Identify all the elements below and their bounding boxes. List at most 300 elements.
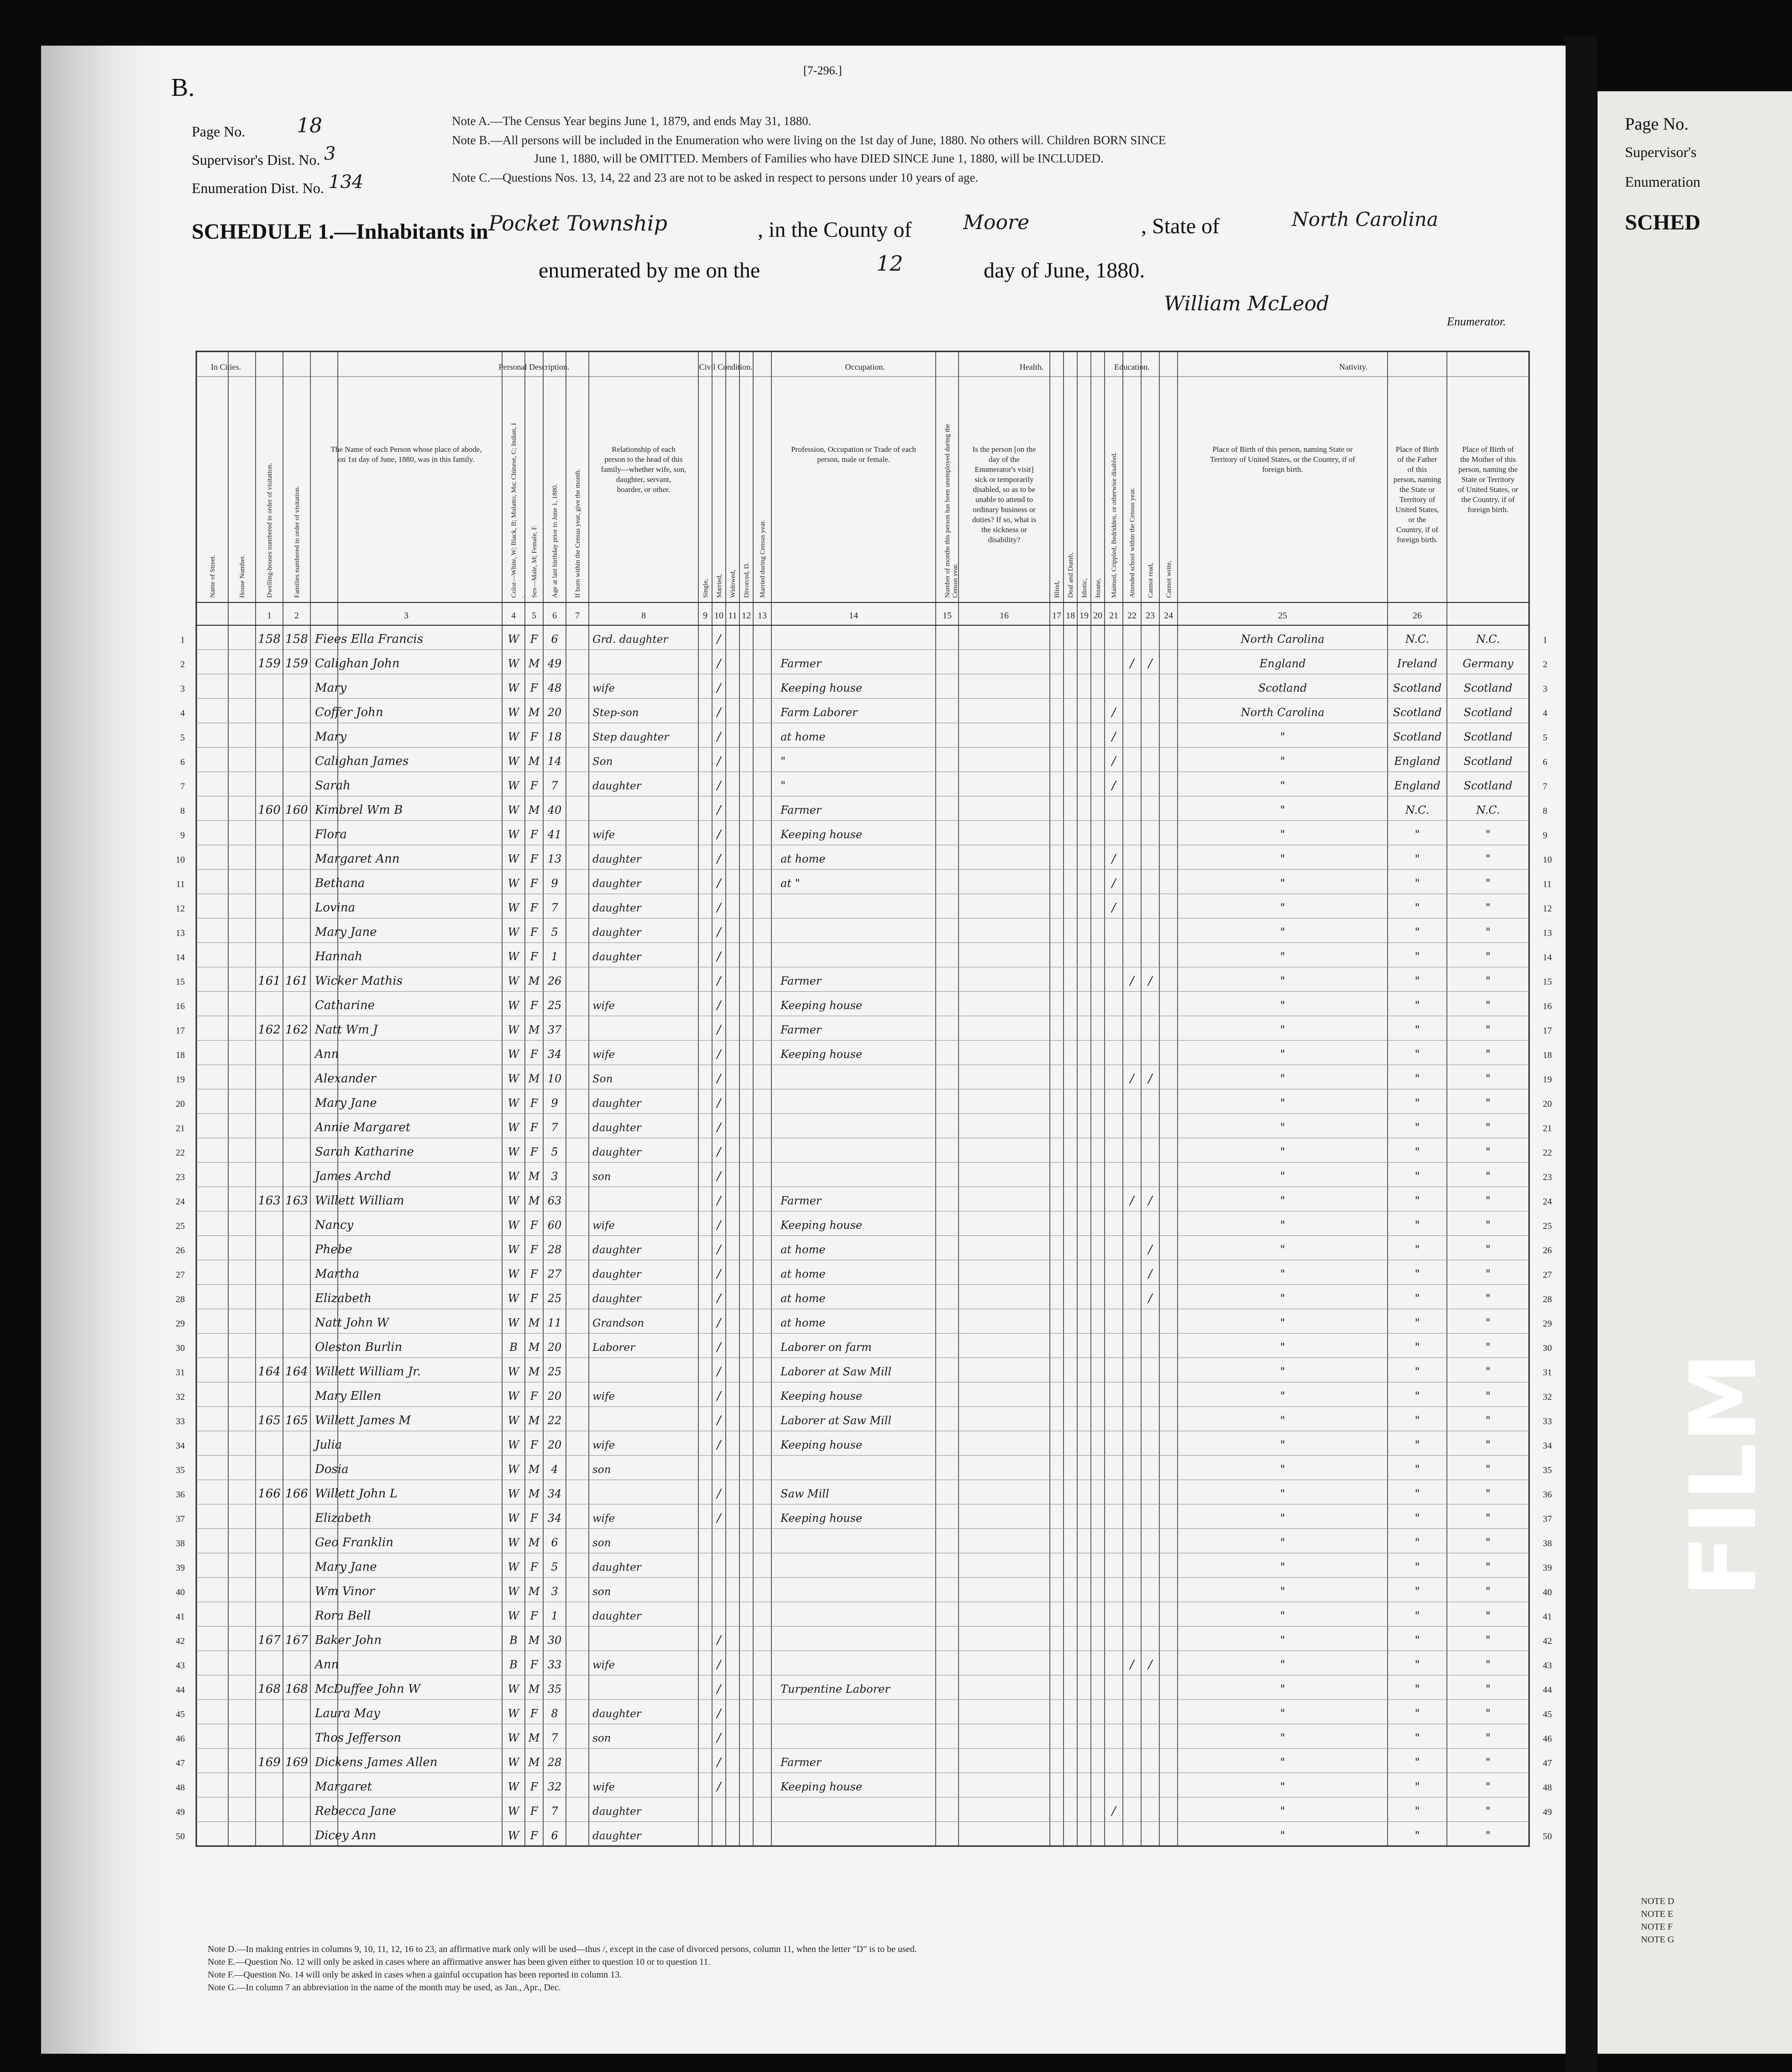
form-number: [7-296.] — [803, 64, 842, 77]
row-number: 8 — [180, 806, 185, 816]
birthplace: " — [1280, 1512, 1285, 1525]
person-name: Willett John L — [315, 1487, 398, 1501]
birthplace: " — [1280, 1732, 1285, 1745]
age: 26 — [547, 974, 562, 988]
column-header: duties? If so, what is — [972, 515, 1037, 524]
person-name: Alexander — [315, 1072, 376, 1086]
father-birthplace: " — [1415, 1439, 1420, 1452]
column-number: 6 — [552, 611, 557, 621]
family-number: 167 — [285, 1633, 308, 1648]
occupation: at home — [781, 730, 826, 743]
column-number: 24 — [1164, 611, 1173, 621]
relationship: wife — [592, 1781, 615, 1794]
occupation: " — [781, 755, 786, 768]
row-number-right: 42 — [1543, 1636, 1552, 1647]
occupation: at home — [781, 1243, 826, 1256]
color-code: W — [508, 1023, 519, 1036]
occupation: at home — [781, 1292, 826, 1305]
row-number-right: 7 — [1543, 781, 1547, 792]
column-header: disability? — [988, 535, 1021, 544]
row-number: 26 — [176, 1245, 185, 1256]
occupation: at " — [781, 877, 800, 890]
birthplace: " — [1280, 755, 1285, 768]
column-header: unable to attend to — [975, 495, 1033, 504]
cannot-read-mark: / — [1130, 657, 1134, 671]
father-birthplace: N.C. — [1405, 804, 1430, 817]
row-number-right: 34 — [1543, 1441, 1552, 1451]
row-number-right: 47 — [1543, 1758, 1552, 1769]
row-number-right: 43 — [1543, 1660, 1552, 1671]
column-number: 5 — [532, 611, 536, 621]
dwelling-number: 168 — [258, 1682, 281, 1696]
civil-mark: / — [717, 876, 721, 890]
age: 20 — [547, 706, 562, 719]
row-number: 35 — [176, 1465, 185, 1476]
age: 34 — [547, 1512, 562, 1525]
relationship: wife — [592, 1439, 615, 1452]
sex-code: M — [528, 1585, 540, 1598]
school-mark: / — [1111, 876, 1116, 890]
column-header: Deaf and Dumb, — [1067, 552, 1074, 598]
column-header: foreign birth. — [1397, 535, 1438, 544]
color-code: W — [508, 1463, 519, 1476]
group-header-education: Education. — [1114, 362, 1150, 371]
birthplace: " — [1280, 1341, 1285, 1354]
age: 34 — [547, 1048, 562, 1061]
row-number-right: 10 — [1543, 855, 1552, 865]
mother-birthplace: " — [1485, 1707, 1491, 1720]
row-number: 1 — [180, 635, 185, 645]
column-header: Idiotic, — [1081, 578, 1088, 598]
age: 14 — [547, 755, 562, 768]
column-header: Color—White, W; Black, B; Mulatto, Mu; Chinese, C; Indian, I — [510, 423, 518, 598]
mother-birthplace: " — [1485, 1365, 1491, 1378]
cannot-write-mark: / — [1148, 1194, 1153, 1208]
color-code: B — [509, 1634, 518, 1647]
mother-birthplace: " — [1485, 1267, 1491, 1281]
relationship: son — [592, 1732, 611, 1745]
column-number: 13 — [758, 611, 767, 621]
person-name: Thos Jefferson — [315, 1731, 402, 1745]
cannot-write-mark: / — [1148, 974, 1153, 988]
color-code: W — [508, 828, 519, 841]
column-header: Place of Birth of — [1462, 445, 1514, 454]
occupation: at home — [781, 1316, 826, 1329]
row-number: 3 — [180, 684, 185, 694]
birthplace: " — [1280, 1463, 1285, 1476]
mother-birthplace: " — [1485, 999, 1491, 1012]
relationship: daughter — [592, 1293, 641, 1305]
relationship: daughter — [592, 1805, 641, 1818]
relationship: son — [592, 1537, 611, 1549]
age: 7 — [551, 901, 558, 915]
column-number: 19 — [1079, 611, 1089, 621]
person-name: Fiees Ella Francis — [315, 632, 424, 646]
row-number-right: 25 — [1543, 1221, 1552, 1231]
enum-lead: enumerated by me on the — [539, 258, 760, 283]
mother-birthplace: " — [1485, 1805, 1491, 1818]
column-number: 2 — [294, 611, 299, 621]
adjacent-page-label: Page No. — [1625, 115, 1689, 134]
color-code: W — [508, 755, 519, 768]
column-number: 12 — [742, 611, 751, 621]
person-name: Mary — [315, 730, 347, 744]
color-code: W — [508, 1829, 519, 1842]
birthplace: " — [1280, 1048, 1285, 1061]
father-birthplace: England — [1394, 755, 1441, 768]
row-number: 36 — [176, 1490, 185, 1500]
age: 35 — [547, 1683, 562, 1696]
row-number-right: 18 — [1543, 1050, 1552, 1061]
relationship: son — [592, 1586, 611, 1598]
color-code: W — [508, 1243, 519, 1256]
row-number-right: 27 — [1543, 1270, 1552, 1280]
column-header: House Number. — [239, 555, 246, 598]
father-birthplace: " — [1415, 901, 1420, 915]
sex-code: M — [528, 1536, 540, 1549]
mother-birthplace: Germany — [1462, 657, 1514, 670]
age: 32 — [547, 1780, 562, 1794]
person-name: Baker John — [315, 1633, 382, 1648]
relationship: daughter — [592, 1244, 641, 1256]
birthplace: " — [1280, 1243, 1285, 1256]
person-name: Mary Jane — [315, 925, 377, 939]
row-number: 34 — [176, 1441, 185, 1451]
cannot-write-mark: / — [1148, 1267, 1153, 1281]
color-code: W — [508, 1780, 519, 1794]
person-name: Wicker Mathis — [315, 974, 403, 988]
family-number: 165 — [285, 1413, 308, 1428]
civil-mark: / — [717, 1072, 721, 1086]
mother-birthplace: " — [1485, 1048, 1491, 1061]
mother-birthplace: " — [1485, 1487, 1491, 1501]
civil-mark: / — [717, 901, 721, 915]
column-header: Name of Street. — [209, 555, 216, 598]
birthplace: " — [1280, 853, 1285, 866]
relationship: Step daughter — [592, 731, 669, 743]
dwelling-number: 159 — [258, 657, 281, 671]
schedule-place: Pocket Township — [488, 211, 667, 235]
dwelling-number: 165 — [258, 1413, 281, 1428]
column-number: 4 — [511, 611, 516, 621]
family-number: 164 — [285, 1365, 308, 1379]
person-name: Mary Jane — [315, 1096, 377, 1110]
person-name: Martha — [315, 1267, 360, 1281]
color-code: W — [508, 1316, 519, 1329]
sex-code: F — [530, 950, 538, 963]
birthplace: " — [1280, 1292, 1285, 1305]
birthplace: " — [1280, 1316, 1285, 1329]
occupation: Keeping house — [781, 1219, 863, 1232]
census-grid — [41, 46, 1566, 2054]
mother-birthplace: Scotland — [1463, 755, 1513, 768]
civil-mark: / — [717, 681, 721, 695]
father-birthplace: " — [1415, 1487, 1420, 1501]
color-code: W — [508, 1097, 519, 1110]
column-header: of the Father — [1397, 455, 1437, 464]
column-header: the State or — [1399, 485, 1435, 494]
occupation: Laborer at Saw Mill — [781, 1365, 891, 1378]
sex-code: M — [528, 1072, 540, 1085]
mother-birthplace: " — [1485, 1756, 1491, 1769]
age: 20 — [547, 1341, 562, 1354]
civil-mark: / — [717, 999, 721, 1013]
age: 41 — [547, 828, 562, 841]
age: 7 — [551, 779, 558, 792]
row-number: 17 — [176, 1026, 185, 1036]
father-birthplace: " — [1415, 1463, 1420, 1476]
color-code: W — [508, 1121, 519, 1134]
table-frame — [196, 351, 1529, 1846]
person-name: Lovina — [315, 901, 356, 915]
occupation: Farmer — [781, 974, 822, 988]
father-birthplace: " — [1415, 1146, 1420, 1159]
person-name: Margaret — [315, 1780, 372, 1794]
color-code: W — [508, 1292, 519, 1305]
sex-code: F — [530, 999, 538, 1012]
column-header: on 1st day of June, 1880, was in this family. — [338, 455, 475, 464]
person-name: Bethana — [315, 876, 365, 890]
sex-code: M — [528, 1487, 540, 1501]
occupation: Keeping house — [781, 1512, 863, 1525]
birthplace: North Carolina — [1241, 633, 1325, 646]
civil-mark: / — [717, 1243, 721, 1257]
column-header: Cannot read, — [1147, 563, 1154, 598]
dwelling-number: 161 — [258, 974, 281, 988]
occupation: at home — [781, 853, 826, 866]
father-birthplace: " — [1415, 1365, 1420, 1378]
page-label: Page No. — [192, 123, 246, 140]
row-number-right: 44 — [1543, 1685, 1552, 1695]
row-number: 49 — [176, 1807, 185, 1817]
mother-birthplace: " — [1485, 1683, 1491, 1696]
column-number: 22 — [1127, 611, 1137, 621]
age: 3 — [551, 1585, 558, 1598]
column-header: person, naming — [1393, 475, 1441, 484]
column-header-cont: Census year. — [952, 563, 959, 598]
sex-code: M — [528, 1341, 540, 1354]
birthplace: " — [1280, 1365, 1285, 1378]
relationship: daughter — [592, 1268, 641, 1281]
family-number: 161 — [285, 974, 308, 988]
column-header: Married during Census year. — [759, 520, 766, 598]
age: 25 — [547, 1365, 562, 1378]
column-header: person to the head of this — [604, 455, 683, 464]
column-header: Age at last birthday prior to June 1, 1880. — [551, 484, 559, 598]
birthplace: " — [1280, 1439, 1285, 1452]
sex-code: M — [528, 1316, 540, 1329]
birthplace: " — [1280, 1536, 1285, 1549]
relationship: Grandson — [592, 1317, 644, 1329]
age: 11 — [547, 1316, 562, 1329]
color-code: W — [508, 779, 519, 792]
row-number: 4 — [180, 708, 185, 719]
note-d: Note D.—In making entries in columns 9, 10, 11, 12, 16 to 23, an affirmative mark only will be used—thus /, except in the case of divorced persons, column 11, when the letter "D" is to be used. — [208, 1944, 917, 1954]
sex-code: F — [530, 1439, 538, 1452]
age: 5 — [551, 926, 558, 939]
person-name: Hannah — [315, 950, 362, 964]
sex-code: M — [528, 706, 540, 719]
relationship: wife — [592, 682, 615, 695]
father-birthplace: " — [1415, 1121, 1420, 1134]
film-label: FILM — [1671, 1352, 1777, 1597]
person-name: Calighan John — [315, 657, 400, 671]
person-name: Margaret Ann — [315, 852, 400, 866]
column-header: Is the person [on the — [972, 445, 1036, 454]
row-number: 11 — [176, 879, 185, 889]
age: 49 — [547, 657, 562, 670]
father-birthplace: " — [1415, 1243, 1420, 1256]
mother-birthplace: " — [1485, 1634, 1491, 1647]
column-header: foreign birth. — [1467, 505, 1509, 514]
row-number: 32 — [176, 1392, 185, 1402]
adjacent-supervisor-label: Supervisor's — [1625, 144, 1697, 160]
occupation: " — [781, 779, 786, 792]
sex-code: F — [530, 1658, 538, 1671]
civil-mark: / — [717, 1194, 721, 1208]
mother-birthplace: " — [1485, 1585, 1491, 1598]
mother-birthplace: " — [1485, 877, 1491, 890]
color-code: W — [508, 1536, 519, 1549]
color-code: W — [508, 901, 519, 915]
age: 4 — [551, 1463, 558, 1476]
relationship: wife — [592, 1219, 615, 1232]
row-number: 29 — [176, 1319, 185, 1329]
cannot-write-mark: / — [1148, 1072, 1153, 1086]
sex-code: M — [528, 657, 540, 670]
row-number-right: 38 — [1543, 1538, 1552, 1549]
age: 30 — [547, 1634, 562, 1647]
column-header: Territory of — [1399, 495, 1436, 504]
birthplace: " — [1280, 1707, 1285, 1720]
column-header: Families numbered in order of visitation. — [293, 486, 301, 598]
relationship: Step-son — [592, 707, 639, 719]
birthplace: " — [1280, 877, 1285, 890]
birthplace: " — [1280, 779, 1285, 792]
father-birthplace: " — [1415, 1316, 1420, 1329]
mother-birthplace: " — [1485, 1243, 1491, 1256]
civil-mark: / — [717, 1487, 721, 1501]
column-number: 23 — [1146, 611, 1155, 621]
birthplace: " — [1280, 1390, 1285, 1403]
row-number-right: 36 — [1543, 1490, 1552, 1500]
person-name: Julia — [315, 1438, 342, 1452]
supervisor-value: 3 — [324, 143, 336, 164]
group-header-occupation: Occupation. — [845, 362, 885, 371]
mother-birthplace: " — [1485, 1219, 1491, 1232]
occupation: Keeping house — [781, 999, 863, 1012]
row-number-right: 20 — [1543, 1099, 1552, 1109]
binding-gutter — [1566, 37, 1598, 2072]
column-header: Place of Birth — [1395, 445, 1439, 454]
age: 13 — [547, 853, 562, 866]
column-header: the Mother of this — [1460, 455, 1516, 464]
color-code: W — [508, 730, 519, 743]
sex-code: F — [530, 877, 538, 890]
father-birthplace: " — [1415, 1170, 1420, 1183]
column-header: Single, — [702, 578, 709, 598]
column-header: Widowed, — [729, 570, 737, 598]
column-header: Profession, Occupation or Trade of each — [791, 445, 916, 454]
age: 63 — [547, 1194, 562, 1208]
color-code: W — [508, 633, 519, 646]
father-birthplace: " — [1415, 1756, 1420, 1769]
father-birthplace: " — [1415, 1536, 1420, 1549]
row-number-right: 8 — [1543, 806, 1547, 816]
mother-birthplace: " — [1485, 1341, 1491, 1354]
birthplace: " — [1280, 1170, 1285, 1183]
row-number: 48 — [176, 1783, 185, 1793]
relationship: daughter — [592, 1610, 641, 1622]
sex-code: F — [530, 1805, 538, 1818]
relationship: Son — [592, 1073, 613, 1085]
sex-code: F — [530, 1267, 538, 1281]
school-mark: / — [1111, 754, 1116, 769]
color-code: W — [508, 926, 519, 939]
column-number: 26 — [1413, 611, 1422, 621]
person-name: Calighan James — [315, 754, 409, 769]
enum-tail: day of June, 1880. — [984, 258, 1145, 283]
row-number-right: 32 — [1543, 1392, 1552, 1402]
row-number: 22 — [176, 1148, 185, 1158]
father-birthplace: " — [1415, 1634, 1420, 1647]
civil-mark: / — [717, 1511, 721, 1525]
row-number-right: 40 — [1543, 1587, 1552, 1598]
column-header: Dwelling-houses numbered in order of visitation. — [266, 463, 273, 598]
color-code: W — [508, 853, 519, 866]
person-name: Ann — [315, 1658, 339, 1672]
age: 7 — [551, 1121, 558, 1134]
sex-code: F — [530, 1609, 538, 1622]
relationship: daughter — [592, 1708, 641, 1720]
family-number: 158 — [285, 632, 308, 646]
adjacent-enumeration-label: Enumeration — [1625, 173, 1701, 190]
birthplace: " — [1280, 1097, 1285, 1110]
row-number: 20 — [176, 1099, 185, 1109]
father-birthplace: " — [1415, 853, 1420, 866]
dwelling-number: 169 — [258, 1755, 281, 1769]
civil-mark: / — [717, 779, 721, 793]
color-code: W — [508, 1683, 519, 1696]
row-number-right: 26 — [1543, 1245, 1552, 1256]
age: 1 — [551, 950, 558, 963]
occupation: Laborer on farm — [781, 1341, 872, 1354]
civil-mark: / — [717, 1438, 721, 1452]
dwelling-number: 166 — [258, 1487, 281, 1501]
person-name: Elizabeth — [315, 1292, 372, 1306]
row-number-right: 46 — [1543, 1734, 1552, 1744]
sex-code: F — [530, 1560, 538, 1574]
row-number: 43 — [176, 1660, 185, 1671]
column-header: Insane, — [1095, 578, 1102, 598]
sex-code: M — [528, 1463, 540, 1476]
father-birthplace: " — [1415, 1732, 1420, 1745]
sex-code: F — [530, 1390, 538, 1403]
row-number-right: 48 — [1543, 1783, 1552, 1793]
person-name: Rebecca Jane — [315, 1804, 396, 1818]
mother-birthplace: " — [1485, 1658, 1491, 1671]
column-header: sick or temporarily — [975, 475, 1034, 484]
dwelling-number: 160 — [258, 803, 281, 817]
family-number: 160 — [285, 803, 308, 817]
father-birthplace: " — [1415, 1023, 1420, 1036]
row-number-right: 4 — [1543, 708, 1547, 719]
age: 22 — [547, 1414, 562, 1427]
column-header: person, naming the — [1458, 465, 1518, 474]
person-name: Dosia — [315, 1462, 349, 1476]
age: 33 — [547, 1658, 562, 1671]
row-number-right: 13 — [1543, 928, 1552, 938]
